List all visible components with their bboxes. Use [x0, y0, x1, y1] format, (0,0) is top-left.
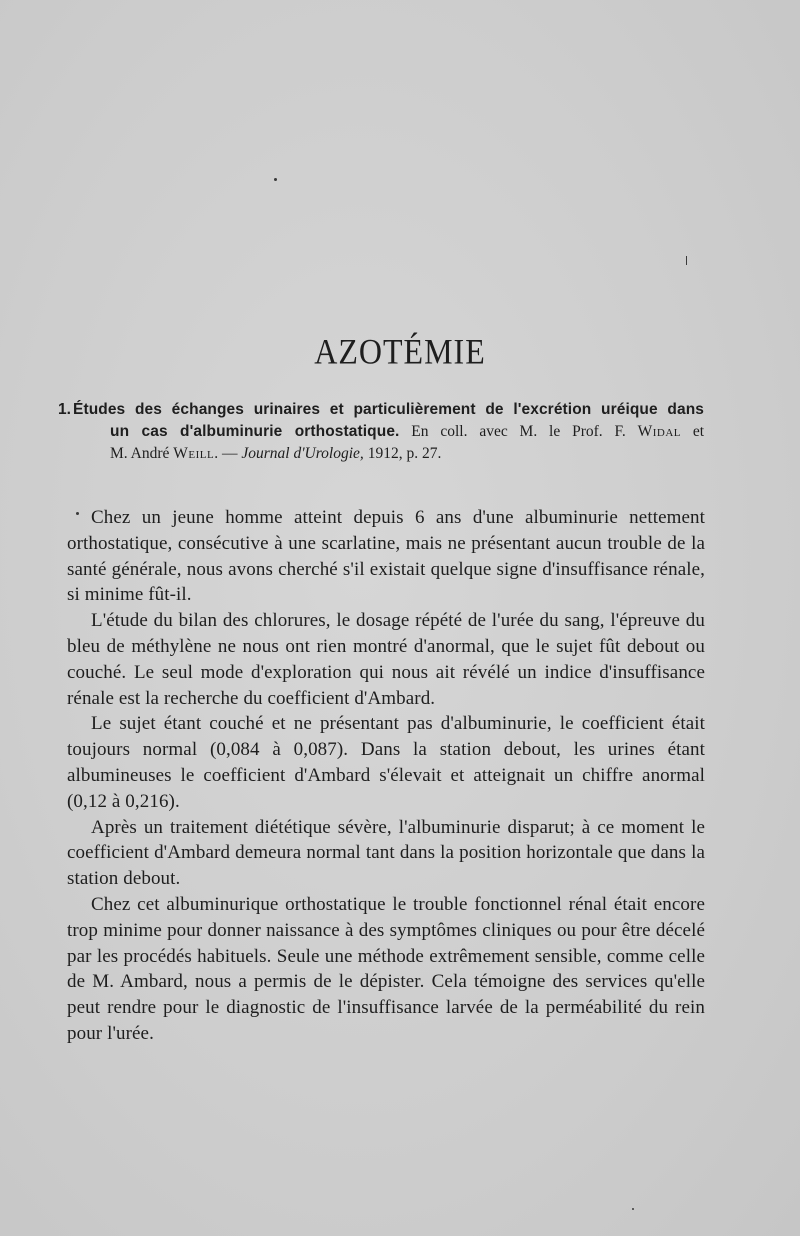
- reference-year-page: 1912, p. 27.: [367, 445, 442, 462]
- reference-title-part1: Études des échanges urinaires et particulièrement de l'excrétion uréique dans: [73, 401, 704, 418]
- reference-line-1: [58, 399, 704, 421]
- reference-number: 1.: [58, 401, 71, 418]
- reference-author-2: Weill: [173, 445, 215, 462]
- reference-line-2: [58, 421, 704, 443]
- reference-author-1: Widal: [637, 423, 681, 440]
- print-speck: [632, 1208, 634, 1210]
- bibliographic-reference: [58, 399, 704, 465]
- reference-dash: . —: [214, 445, 238, 462]
- reference-title-part2: un cas d'albuminurie orthostatique.: [110, 423, 400, 440]
- body-text: [67, 505, 705, 1047]
- reference-author-2-prefix: M. André: [110, 445, 170, 462]
- print-speck: [274, 178, 277, 181]
- reference-collab-prefix: En coll. avec M. le Prof. F.: [411, 423, 626, 440]
- reference-line-3: [58, 443, 704, 465]
- paragraph: Chez cet albuminurique orthostatique le trouble fonctionnel rénal était encore trop minime pour donner naissance à des symptômes cliniques ou pour être décelé par les procédés habituels. Seule une méthode extrêmement sensible, comme celle de M. Ambard, nous a permis de le dépister. Cela témoigne des services qu'elle peut rendre pour le diagnostic de l'insuffisance larvée de la perméabilité du rein pour l'urée.: [67, 893, 705, 1044]
- page-title: AZOTÉMIE: [314, 331, 486, 372]
- reference-journal: Journal d'Urologie,: [241, 445, 364, 462]
- paragraph: Chez un jeune homme atteint depuis 6 ans d'une albuminurie nettement orthostatique, consécutive à une scarlatine, mais ne présentant aucun trouble de la santé générale, nous avons cherché s'il existait quelque signe d'insuffisance rénale, si minime fût-il.: [67, 507, 705, 606]
- paragraph: L'étude du bilan des chlorures, le dosage répété de l'urée du sang, l'épreuve du bleu de méthylène ne nous ont rien montré d'anormal, que le sujet fût debout ou couché. Le seul mode d'exploration qui nous ait révélé un indice d'insuffisance rénale est la recherche du coefficient d'Ambard.: [67, 610, 705, 709]
- paragraph: Après un traitement diététique sévère, l'albuminurie disparut; à ce moment le coefficient d'Ambard demeura normal tant dans la position horizontale que dans la station debout.: [67, 816, 705, 890]
- reference-conjunction: et: [692, 423, 705, 440]
- print-speck: [686, 256, 687, 265]
- paragraph: Le sujet étant couché et ne présentant pas d'albuminurie, le coefficient était toujours normal (0,084 à 0,087). Dans la station debout, les urines étant albumineuses le coefficient d'Ambard s'élevait et atteignait un chiffre anormal (0,12 à 0,216).: [67, 713, 705, 812]
